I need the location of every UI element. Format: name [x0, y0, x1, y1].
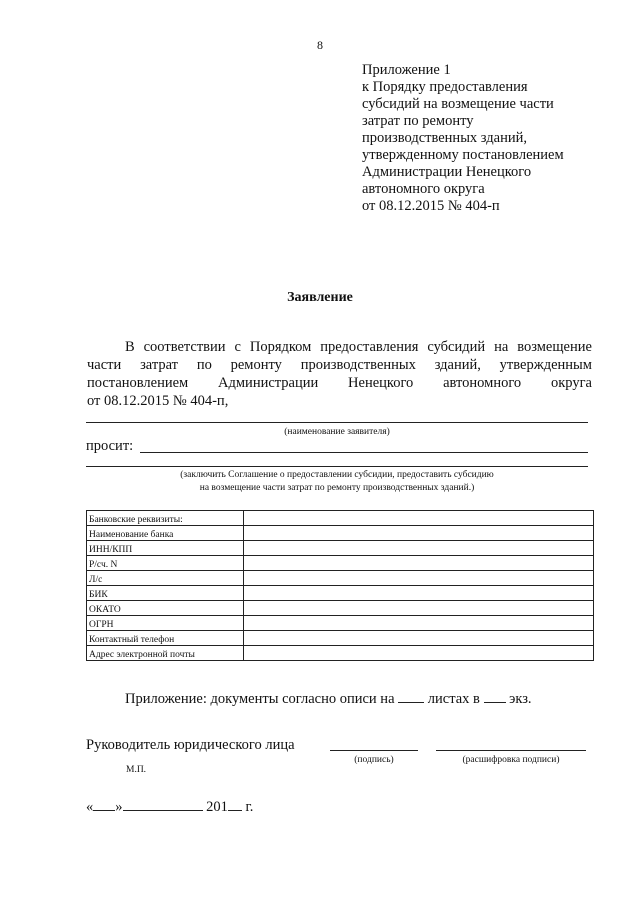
- appendix-line: Приложение 1: [362, 62, 451, 78]
- intro-line-4: от 08.12.2015 № 404-п,: [87, 393, 229, 409]
- appendix-line: к Порядку предоставления: [362, 79, 528, 95]
- requests-label: просит:: [86, 438, 134, 454]
- intro-word: утвержденным: [499, 357, 592, 373]
- intro-word: по: [196, 357, 212, 373]
- bank-row-label: ОГРН: [87, 616, 244, 631]
- year-field[interactable]: [228, 798, 242, 811]
- request-caption-line-2: на возмещение части затрат по ремонту производственных зданий.): [199, 483, 475, 493]
- bank-row-label: Наименование банка: [87, 526, 244, 541]
- signature-decode-caption: (расшифровка подписи): [462, 755, 560, 765]
- signature-decode-field[interactable]: [436, 750, 586, 751]
- page-number: 8: [317, 38, 323, 52]
- appendix-line: автономного округа: [362, 181, 485, 197]
- table-row: [87, 601, 594, 616]
- intro-word: части: [87, 357, 122, 373]
- bank-row-value[interactable]: [244, 511, 594, 526]
- bank-row-value[interactable]: [244, 601, 594, 616]
- intro-word: автономного: [443, 375, 522, 391]
- intro-word: субсидий: [427, 339, 486, 355]
- year-suffix: г.: [245, 799, 254, 815]
- bank-row-value[interactable]: [244, 586, 594, 601]
- appendix-line: Администрации Ненецкого: [362, 164, 532, 180]
- intro-word: зданий,: [434, 357, 481, 373]
- attachment-line: [125, 690, 532, 708]
- bank-row-label: Р/сч. N: [87, 556, 244, 571]
- table-row: [87, 586, 594, 601]
- table-row: [87, 571, 594, 586]
- appendix-block: [362, 62, 622, 215]
- sheets-count-field[interactable]: [398, 690, 424, 703]
- bank-row-label: Банковские реквизиты:: [87, 511, 244, 526]
- stamp-label: М.П.: [126, 765, 147, 775]
- table-row: [87, 616, 594, 631]
- bank-details-table: [86, 510, 594, 661]
- applicant-name-field[interactable]: [86, 422, 588, 423]
- intro-word: Ненецкого: [348, 375, 414, 391]
- applicant-name-caption: (наименование заявителя): [284, 427, 390, 437]
- bank-row-value[interactable]: [244, 526, 594, 541]
- day-field[interactable]: [93, 798, 115, 811]
- bank-row-value[interactable]: [244, 646, 594, 661]
- month-field[interactable]: [123, 798, 203, 811]
- attachment-suffix: экз.: [509, 691, 532, 707]
- intro-word: возмещение: [517, 339, 592, 355]
- document-title: Заявление: [287, 290, 353, 305]
- appendix-line: от 08.12.2015 № 404-п: [362, 198, 500, 214]
- table-row: [87, 541, 594, 556]
- intro-word: Администрации: [218, 375, 319, 391]
- bank-row-value[interactable]: [244, 556, 594, 571]
- bank-row-label: Л/с: [87, 571, 244, 586]
- bank-row-label: ОКАТО: [87, 601, 244, 616]
- table-row: [87, 646, 594, 661]
- intro-line-3: [87, 374, 592, 392]
- bank-row-label: ИНН/КПП: [87, 541, 244, 556]
- intro-line-1: [87, 338, 592, 356]
- bank-row-value[interactable]: [244, 571, 594, 586]
- request-field[interactable]: [140, 452, 588, 453]
- appendix-line: утвержденному постановлением: [362, 147, 564, 163]
- intro-word: Порядком: [249, 339, 312, 355]
- appendix-line: затрат по ремонту: [362, 113, 474, 129]
- intro-word: затрат: [140, 357, 179, 373]
- intro-word: постановлением: [87, 375, 189, 391]
- signature-field[interactable]: [330, 750, 418, 751]
- bank-row-value[interactable]: [244, 631, 594, 646]
- table-row: [87, 556, 594, 571]
- intro-word: ремонту: [230, 357, 282, 373]
- intro-word: на: [494, 339, 509, 355]
- table-row: [87, 631, 594, 646]
- attachment-middle: листах в: [427, 691, 480, 707]
- appendix-line: субсидий на возмещение части: [362, 96, 554, 112]
- attachment-prefix: Приложение: документы согласно описи на: [125, 691, 395, 707]
- bank-row-value[interactable]: [244, 541, 594, 556]
- intro-word: производственных: [300, 357, 416, 373]
- request-caption-line-1: (заключить Соглашение о предоставлении субсидии, предоставить субсидию: [180, 470, 494, 480]
- table-row: [87, 526, 594, 541]
- appendix-line: производственных зданий,: [362, 130, 527, 146]
- intro-word: округа: [550, 375, 592, 391]
- bank-row-label: Контактный телефон: [87, 631, 244, 646]
- intro-word: В: [125, 339, 135, 355]
- bank-row-value[interactable]: [244, 616, 594, 631]
- intro-word: предоставления: [320, 339, 419, 355]
- intro-paragraph: [87, 338, 592, 410]
- date-line: [86, 798, 253, 816]
- intro-line-2: [87, 356, 592, 374]
- table-row: [87, 511, 594, 526]
- year-prefix: 201: [206, 799, 228, 815]
- copies-count-field[interactable]: [484, 690, 506, 703]
- date-close-quote: »: [115, 799, 123, 815]
- date-open-quote: «: [86, 799, 94, 815]
- intro-word: соответствии: [143, 339, 226, 355]
- intro-word: с: [234, 339, 241, 355]
- signature-caption: (подпись): [354, 755, 394, 765]
- bank-row-label: Адрес электронной почты: [87, 646, 244, 661]
- head-of-entity-label: Руководитель юридического лица: [86, 737, 295, 753]
- request-field-line-2[interactable]: [86, 466, 588, 467]
- bank-row-label: БИК: [87, 586, 244, 601]
